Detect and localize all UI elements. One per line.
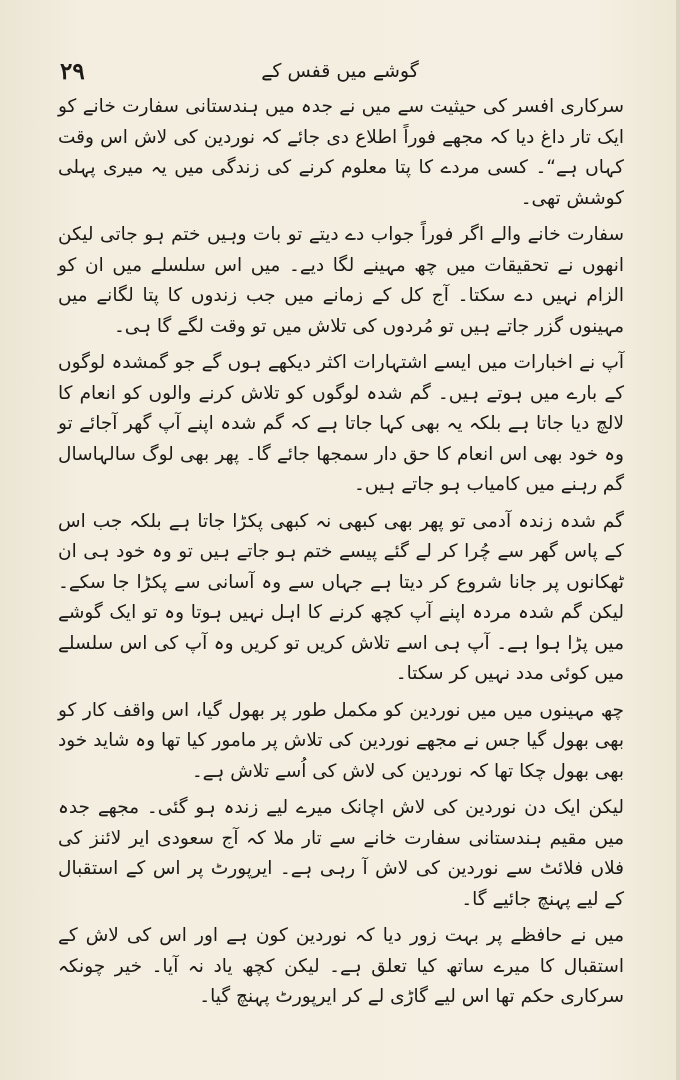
paragraph-2: سفارت خانے والے اگر فوراً جواب دے دیتے تو بات وہیں ختم ہو جاتی لیکن انھوں نے تحقیقات میں چھ مہینے لگا دیے۔ میں اس سلسلے میں ان کو الزام نہیں دے سکتا۔ آج کل کے زمانے میں جب زندوں کا پتا لگانے میں مہینوں گزر جاتے ہیں تو مُردوں کی تلاش میں تو وقت لگے گا ہی۔ [58,224,624,337]
page-number: ۲۹ [60,58,85,85]
paragraph-6: لیکن ایک دن نوردین کی لاش اچانک میرے لیے زندہ ہو گئی۔ مجھے جدہ میں مقیم ہندستانی سفارت خانے سے تار ملا کہ آج سعودی ایر لائنز کی فلاں فلائٹ سے نوردین کی لاش آ رہی ہے۔ ایرپورٹ پر اس کے استقبال کے لیے پہنچ جائیے گا۔ [58,797,624,910]
paragraph-7: میں نے حافظے پر بہت زور دیا کہ نوردین کون ہے اور اس کی لاش کے استقبال کا میرے ساتھ کیا تعلق ہے۔ لیکن کچھ یاد نہ آیا۔ خیر چونکہ سرکاری حکم تھا اس لیے گاڑی لے کر ایرپورٹ پہنچ گیا۔ [58,925,624,1007]
paragraph-4: گم شدہ زندہ آدمی تو پھر بھی کبھی نہ کبھی پکڑا جاتا ہے بلکہ جب اس کے پاس گھر سے چُرا کر لے گئے پیسے ختم ہو جاتے ہیں تو وہ خود ہی ان ٹھکانوں پر جانا شروع کر دیتا ہے جہاں سے وہ آسانی سے پکڑا جا سکے۔ لیکن گم شدہ مردہ اپنے آپ کچھ کرنے کا اہل نہیں ہوتا وہ تو ایک گوشے میں پڑا ہوا ہے۔ آپ ہی اسے تلاش کریں تو کریں وہ آپ کی اس سلسلے میں کوئی مدد نہیں کر سکتا۔ [58,510,624,684]
page-edge [676,0,680,1080]
running-title: گوشے میں قفس کے [261,60,419,82]
body-text [58,92,624,1019]
paragraph-3: آپ نے اخبارات میں ایسے اشتہارات اکثر دیکھے ہوں گے جو گمشدہ لوگوں کے بارے میں ہوتے ہیں۔ گم شدہ لوگوں کو تلاش کرنے والوں کو انعام کا لالچ دیا جاتا ہے بلکہ یہ بھی کہا جاتا ہے کہ گم شدہ اپنے آپ گھر آجائے تو وہ خود بھی اس انعام کا حق دار سمجھا جائے گا۔ پھر بھی لوگ سالہاسال گم رہنے میں کامیاب ہو جاتے ہیں۔ [58,352,624,495]
paragraph-5: چھ مہینوں میں میں نوردین کو مکمل طور پر بھول گیا، اس واقف کار کو بھی بھول گیا جس نے مجھے نوردین کی تلاش پر مامور کیا تھا وہ شاید خود بھی بھول چکا تھا کہ نوردین کی لاش کی اُسے تلاش ہے۔ [58,699,624,782]
paragraph-1: سرکاری افسر کی حیثیت سے میں نے جدہ میں ہندستانی سفارت خانے کو ایک تار داغ دیا کہ مجھے فوراً اطلاع دی جائے کہ نوردین کی لاش اس وقت کہاں ہے“۔ کسی مردے کا پتا معلوم کرنے کی زندگی میں یہ میری پہلی کوشش تھی۔ [58,96,624,209]
